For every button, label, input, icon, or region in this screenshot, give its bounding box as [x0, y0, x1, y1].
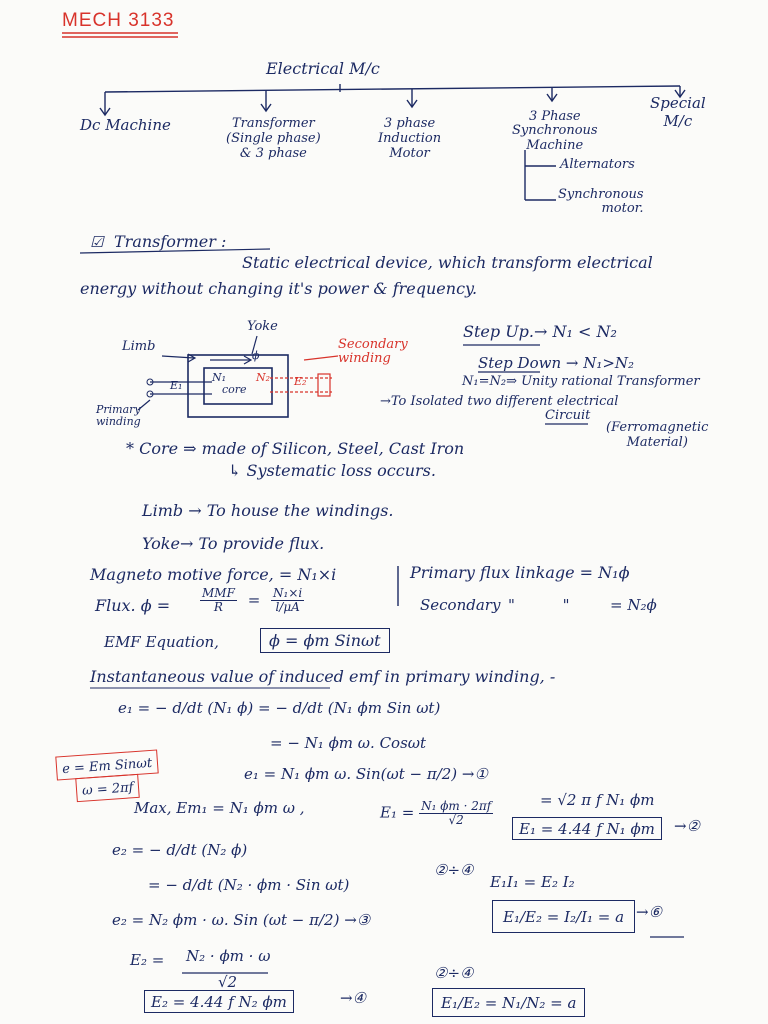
- E1-boxed-equation: [512, 817, 662, 840]
- step-up-note: Step Up.→ N₁ < N₂: [463, 322, 617, 341]
- power-division-label: ②÷④: [434, 861, 474, 879]
- E1-expression: [380, 800, 493, 827]
- sub-branch-synchronous-motor: Synchronous motor.: [558, 187, 644, 217]
- E2-lhs: E₂ =: [130, 951, 165, 969]
- flux-frac1-num: MMF: [202, 586, 235, 600]
- emf-equation-label: EMF Equation,: [104, 633, 219, 651]
- label-yoke: Yoke: [247, 319, 278, 334]
- tree-root: Electrical M/c: [266, 59, 380, 78]
- step-down-note: Step Down → N₁>N₂: [478, 354, 635, 372]
- e1-step-2: = − N₁ ϕm ω. Cosωt: [270, 734, 427, 752]
- label-phi: ϕ: [252, 349, 260, 362]
- ratio-current-tag: →⑥: [636, 903, 663, 921]
- sub-branch-alternators: Alternators: [560, 157, 635, 172]
- label-e2: E₂: [294, 375, 307, 388]
- instantaneous-line: Instantaneous value of induced emf in primary winding, -: [90, 667, 556, 686]
- E1-tag: →②: [674, 817, 701, 835]
- side-box-omega: [75, 774, 140, 802]
- definition-line-2: energy without changing it's power & frequency.: [80, 279, 478, 298]
- E2-boxed-text: E₂ = 4.44 f N₂ ϕm: [151, 993, 287, 1011]
- side-box-em-text: e = Em Sinωt: [61, 755, 153, 778]
- flux-fraction-mmf: $\frac{\text{MMF}}{R}$ = $\frac{\text{N₁×i}}{l/\mu A}$: [202, 586, 303, 615]
- core-note: * Core ⇒ made of Silicon, Steel, Cast Iron: [126, 439, 465, 458]
- branch-synchronous-machine: 3 Phase Synchronous Machine: [512, 109, 598, 153]
- E1-rhs: = √2 π f N₁ ϕm: [540, 791, 655, 809]
- e2-step-1: e₂ = − d/dt (N₂ ϕ): [112, 841, 248, 859]
- secondary-flux-linkage-label: Secondary: [420, 596, 501, 614]
- ratio-boxed-turns: [432, 988, 585, 1017]
- label-n1: N₁: [212, 371, 227, 384]
- ratio-boxed-current-text: E₁/E₂ = I₂/I₁ = a: [503, 908, 625, 926]
- e1-step-1: e₁ = − d/dt (N₁ ϕ) = − d/dt (N₁ ϕm Sin ωt): [118, 699, 441, 717]
- ratio-boxed-turns-text: E₁/E₂ = N₁/N₂ = a: [441, 994, 577, 1012]
- flux-frac2-den: l/μA: [275, 600, 300, 615]
- branch-dc-machine: Dc Machine: [80, 116, 171, 134]
- E2-denominator: √2: [218, 973, 238, 991]
- flux-frac1-den: R: [213, 600, 223, 615]
- branch-special-machine: Special M/c: [650, 94, 706, 130]
- ratio-division-label: ②÷④: [434, 964, 474, 982]
- label-primary-winding: Primary winding: [96, 403, 141, 428]
- e2-step-3: e₂ = N₂ ϕm · ω. Sin (ωt − π/2) →③: [112, 911, 371, 929]
- label-limb: Limb: [122, 339, 156, 354]
- side-box-omega-text: ω = 2πf: [81, 780, 134, 799]
- systematic-loss-note: ↳ Systematic loss occurs.: [228, 461, 436, 480]
- definition-line-1: Static electrical device, which transform electrical: [242, 253, 653, 272]
- ferromagnetic-tag: (Ferromagnetic Material): [606, 420, 709, 450]
- ratio-boxed-current: [492, 900, 635, 933]
- secondary-flux-linkage-ditto: " ": [508, 596, 570, 614]
- label-core: core: [222, 383, 247, 396]
- section-title: Transformer :: [114, 232, 227, 251]
- label-secondary-winding: Secondary winding: [338, 337, 408, 366]
- E1-boxed-text: E₁ = 4.44 f N₁ ϕm: [519, 820, 655, 838]
- mmf-line: Magneto motive force, = N₁×i: [90, 565, 337, 584]
- primary-flux-linkage: Primary flux linkage = N₁ϕ: [410, 563, 630, 582]
- isolation-note: →To Isolated two different electrical: [380, 394, 619, 409]
- E1-denominator: √2: [448, 813, 464, 828]
- section-checkbox-icon: ☑: [90, 233, 104, 251]
- secondary-flux-linkage-value: = N₂ϕ: [610, 596, 657, 614]
- E2-boxed-equation: [144, 990, 294, 1013]
- flux-frac2-num: N₁×i: [273, 586, 303, 600]
- emf-boxed-equation: [260, 628, 390, 653]
- label-n2: N₂: [256, 371, 271, 384]
- e1-step-3: e₁ = N₁ ϕm ω. Sin(ωt − π/2) →①: [244, 765, 488, 783]
- power-equation: E₁I₁ = E₂ I₂: [490, 873, 575, 891]
- course-code: MECH 3133: [62, 10, 175, 31]
- label-e1: E₁: [170, 379, 183, 392]
- e2-step-2: = − d/dt (N₂ · ϕm · Sin ωt): [148, 876, 350, 894]
- yoke-note: Yoke→ To provide flux.: [142, 534, 325, 553]
- max-emf-line: Max, Em₁ = N₁ ϕm ω ,: [134, 799, 305, 817]
- emf-boxed-text: ϕ = ϕm Sinωt: [269, 631, 381, 650]
- E2-tag: →④: [340, 989, 367, 1007]
- isolation-note-circuit: Circuit: [545, 408, 591, 423]
- unity-note: N₁=N₂⇒ Unity rational Transformer: [462, 374, 700, 389]
- E2-numerator: N₂ · ϕm · ω: [186, 947, 271, 965]
- E1-lhs: E₁ =: [380, 803, 415, 822]
- E1-numerator: N₁ ϕm · 2πf: [421, 799, 492, 813]
- flux-label: Flux. ϕ =: [95, 596, 171, 615]
- limb-note: Limb → To house the windings.: [142, 501, 394, 520]
- branch-induction-motor: 3 phase Induction Motor: [378, 116, 442, 161]
- branch-transformer: Transformer (Single phase) & 3 phase: [226, 116, 321, 161]
